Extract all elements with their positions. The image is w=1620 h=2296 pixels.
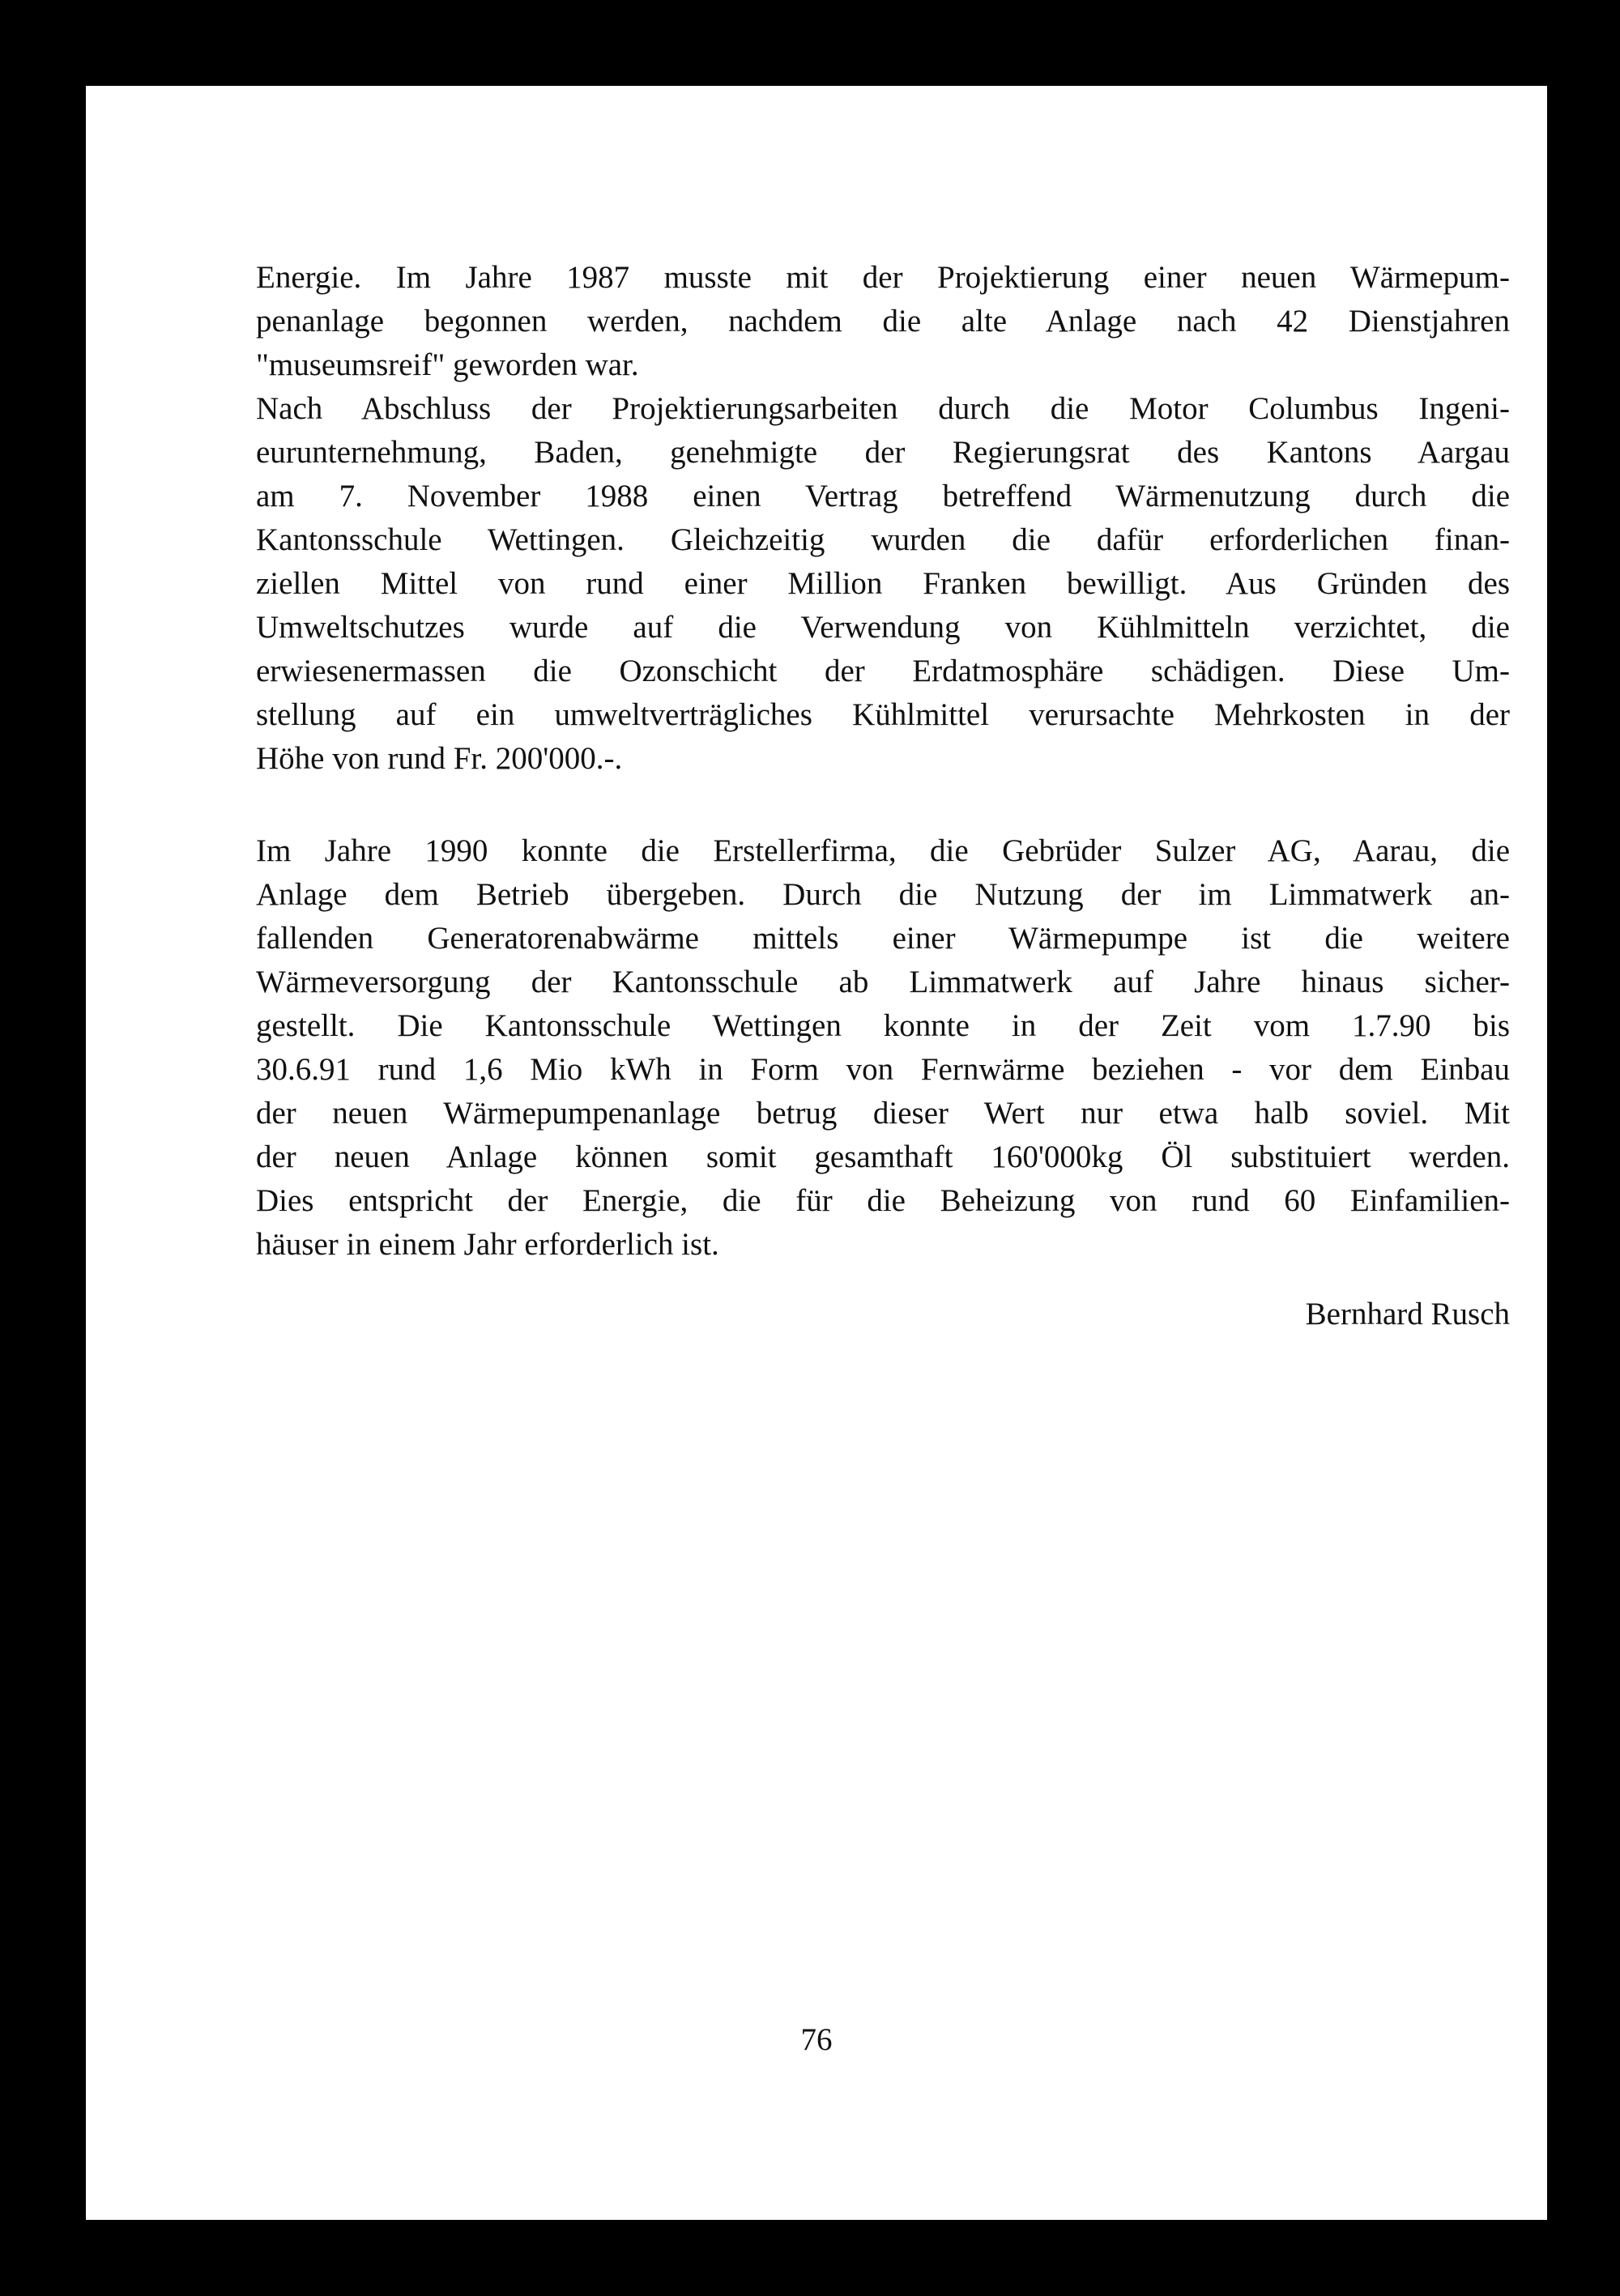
paragraph-gap [256,781,1510,829]
text-line: Kantonsschule Wettingen. Gleichzeitig wurden die dafür erforderlichen finan- [256,522,1510,557]
text-line: Nach Abschluss der Projektierungsarbeiten durch die Motor Columbus Ingeni- [256,391,1510,426]
body-text [256,256,1510,1336]
text-line: Dies entspricht der Energie, die für die Beheizung von rund 60 Einfamilien- [256,1183,1510,1218]
paragraph-3 [256,829,1510,1267]
text-line: stellung auf ein umweltverträgliches Kühlmittel verursachte Mehrkosten in der [256,697,1510,732]
text-line: häuser in einem Jahr erforderlich ist. [256,1227,719,1262]
author-signature: Bernhard Rusch [1305,1297,1510,1331]
text-line: Höhe von rund Fr. 200'000.-. [256,741,623,776]
text-line: erwiesenermassen die Ozonschicht der Erdatmosphäre schädigen. Diese Um- [256,654,1510,688]
text-line: Wärmeversorgung der Kantonsschule ab Limmatwerk auf Jahre hinaus sicher- [256,965,1510,999]
paragraph-2 [256,387,1510,781]
text-line: der neuen Anlage können somit gesamthaft 160'000kg Öl substituiert werden. [256,1139,1510,1174]
text-line: der neuen Wärmepumpenanlage betrug dieser Wert nur etwa halb soviel. Mit [256,1096,1510,1131]
text-line: Im Jahre 1990 konnte die Erstellerfirma, die Gebrüder Sulzer AG, Aarau, die [256,833,1510,868]
text-line: 30.6.91 rund 1,6 Mio kWh in Form von Fernwärme beziehen - vor dem Einbau [256,1052,1510,1087]
text-line: gestellt. Die Kantonsschule Wettingen konnte in der Zeit vom 1.7.90 bis [256,1008,1510,1043]
text-line: am 7. November 1988 einen Vertrag betreffend Wärmenutzung durch die [256,479,1510,513]
document-page [86,86,1547,2220]
text-line: fallenden Generatorenabwärme mittels einer Wärmepumpe ist die weitere [256,921,1510,956]
text-line: ziellen Mittel von rund einer Million Franken bewilligt. Aus Gründen des [256,566,1510,601]
page-number: 76 [800,2022,833,2057]
text-line: eurunternehmung, Baden, genehmigte der Regierungsrat des Kantons Aargau [256,435,1510,470]
paragraph-1 [256,256,1510,387]
text-line: Energie. Im Jahre 1987 musste mit der Projektierung einer neuen Wärmepum- [256,260,1510,295]
text-line: Anlage dem Betrieb übergeben. Durch die Nutzung der im Limmatwerk an- [256,877,1510,912]
text-line: Umweltschutzes wurde auf die Verwendung von Kühlmitteln verzichtet, die [256,610,1510,645]
text-line: "museumsreif" geworden war. [256,347,639,382]
text-line: penanlage begonnen werden, nachdem die alte Anlage nach 42 Dienstjahren [256,304,1510,339]
